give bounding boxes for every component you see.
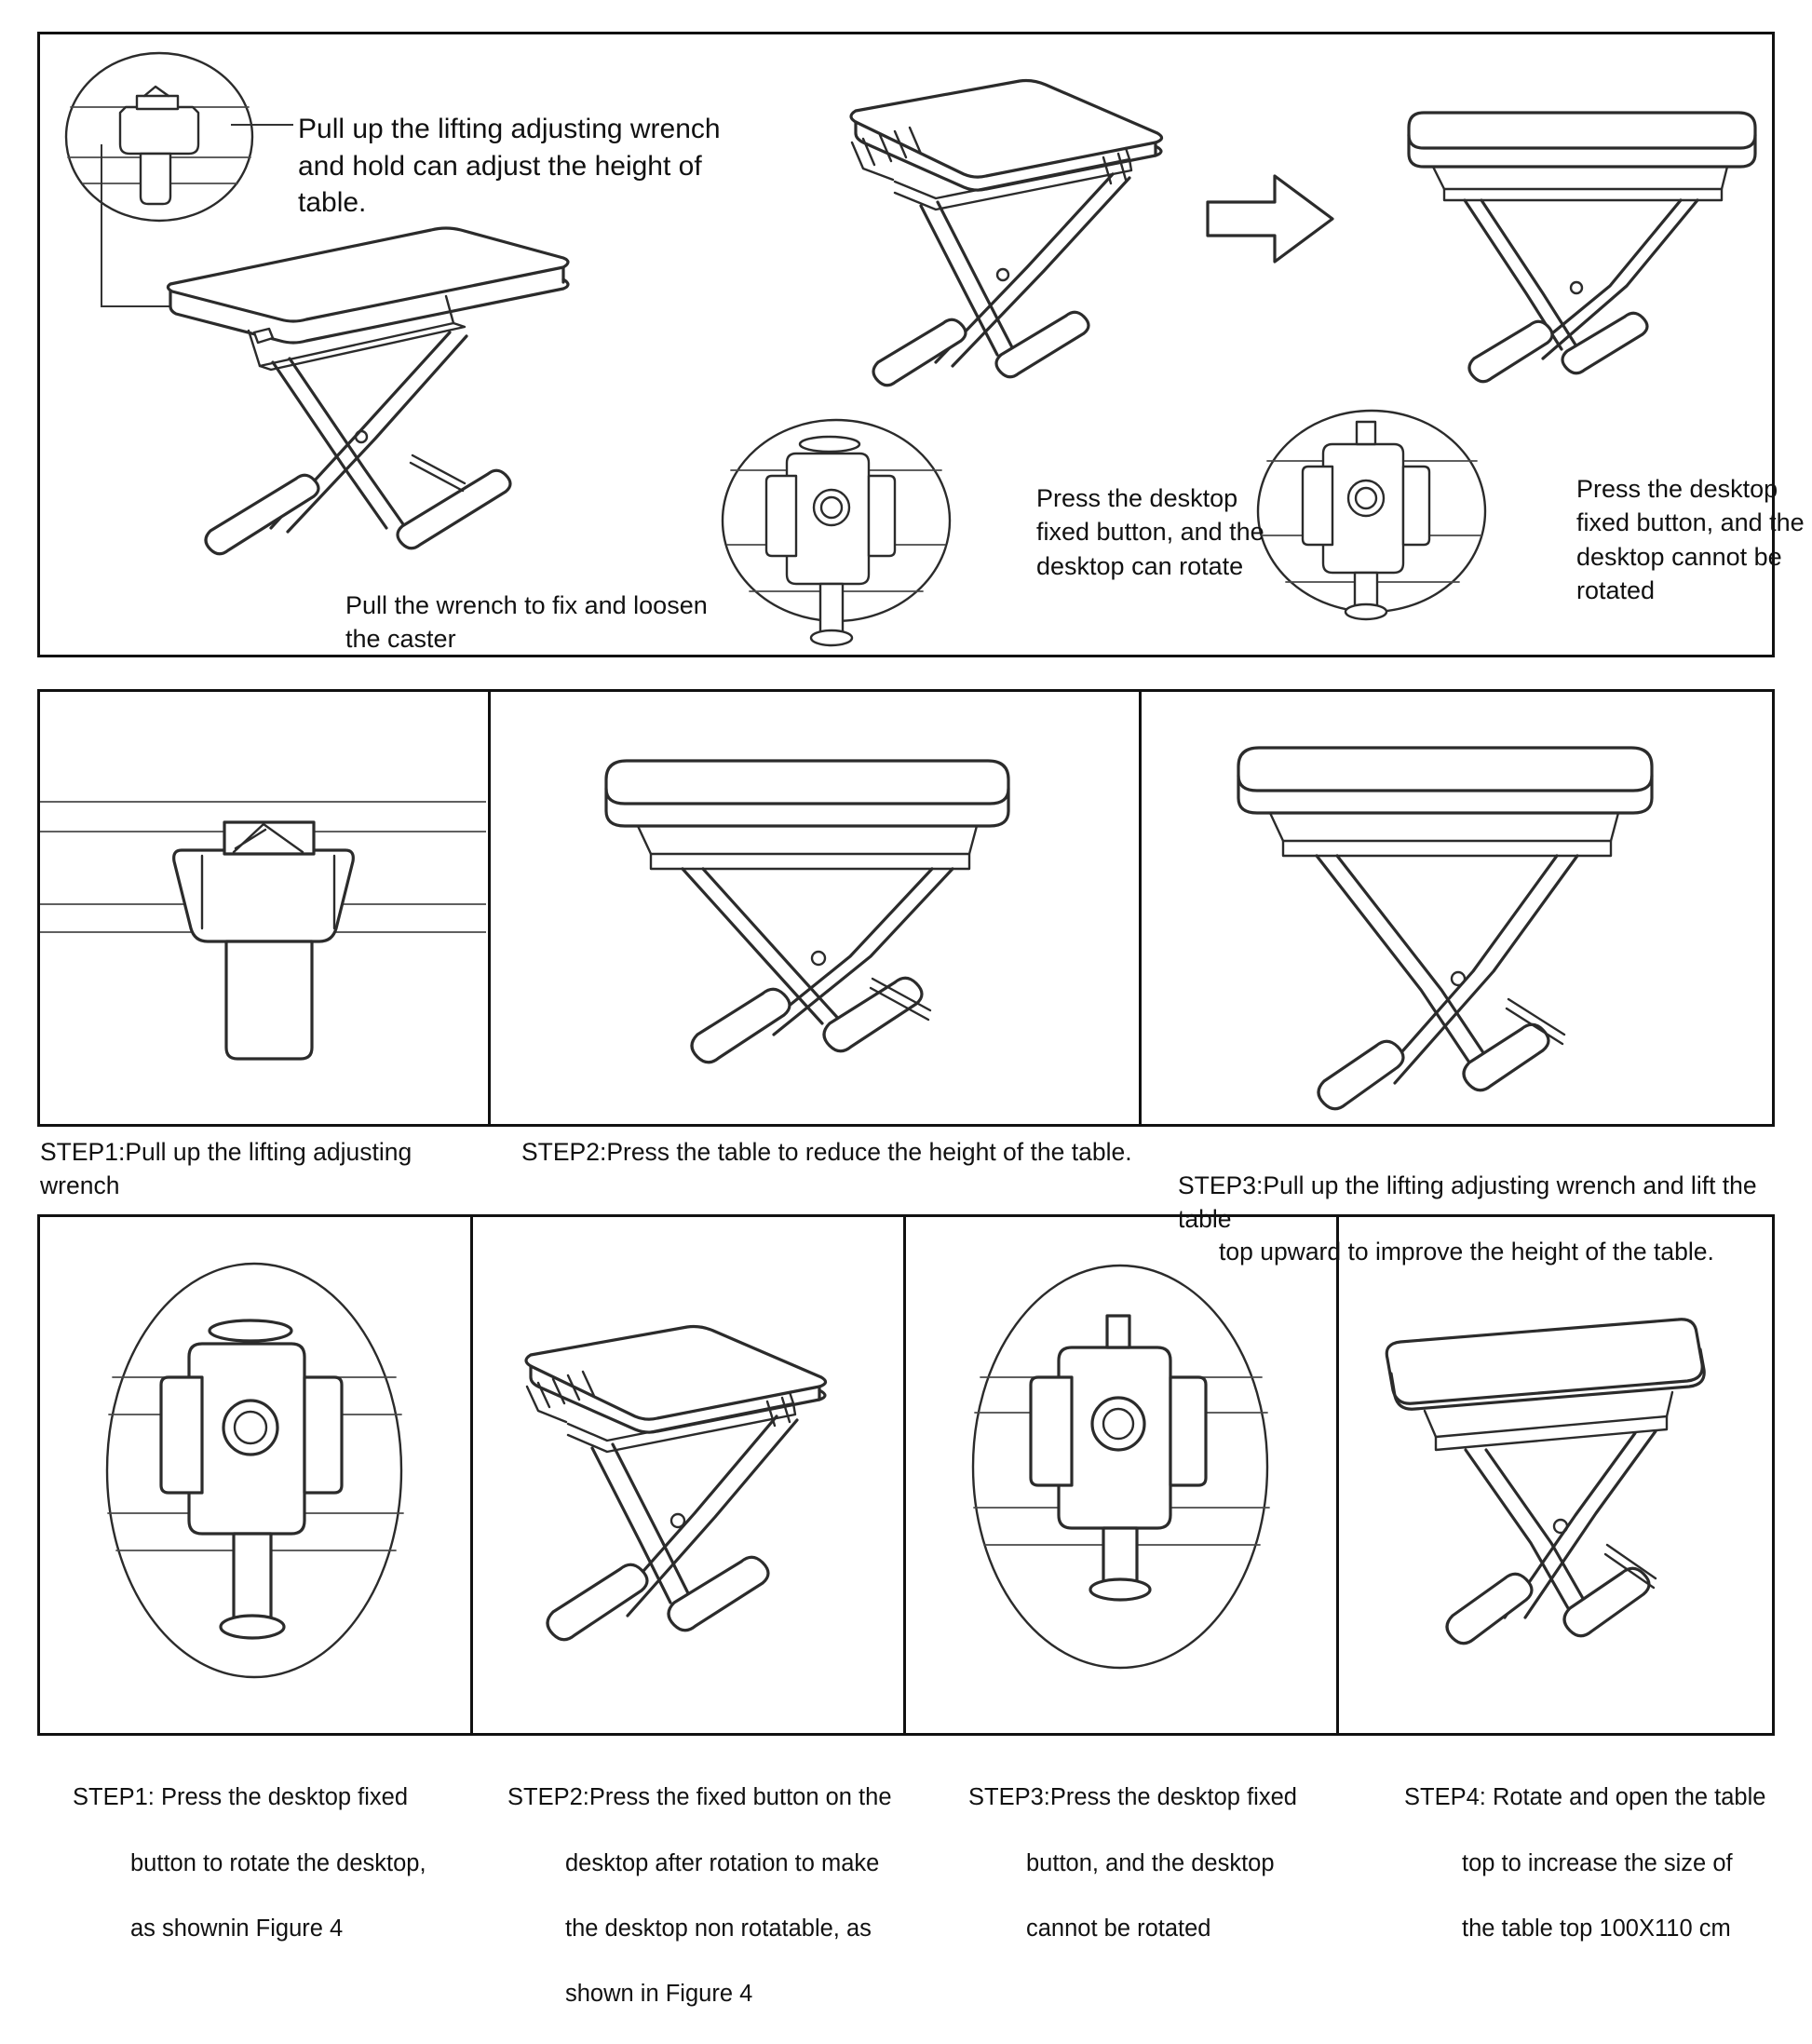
caption-height-step3-line1: STEP3:Pull up the lifting adjusting wrench and lift the table (1178, 1171, 1757, 1233)
caption-rotate-step1-line2: button to rotate the desktop, (130, 1849, 426, 1876)
caption-rotate-step3-line3: cannot be rotated (1026, 1915, 1211, 1942)
table-with-tilted-top (851, 81, 1162, 386)
desktop-fixed-button-closeup-down (1258, 411, 1485, 619)
caption-rotate-step1-line3: as shownin Figure 4 (130, 1915, 344, 1942)
caption-rotate-step2-line2: desktop after rotation to make (565, 1849, 880, 1876)
note-adjust-height: Pull up the lifting adjusting wrench and hold can adjust the height of table. (298, 114, 721, 219)
caption-rotate-step4 (1404, 1749, 1777, 1978)
caption-rotate-step2 (507, 1749, 908, 2044)
wrench-closeup-circle (66, 53, 252, 221)
height-steps-captions (37, 1127, 1775, 1266)
table-lowered (606, 761, 1008, 1063)
caption-height-step2: STEP2:Press the table to reduce the height of the table. (521, 1138, 1132, 1166)
wrench-closeup-under-tabletop (174, 822, 354, 1059)
caption-rotate-step4-line1: STEP4: Rotate and open the table (1404, 1784, 1766, 1811)
height-adjust-panel (37, 689, 1775, 1127)
caption-rotate-step3 (968, 1749, 1341, 1978)
desktop-fixed-button-closeup-up (723, 420, 950, 645)
caption-rotate-step3-line1: STEP3:Press the desktop fixed (968, 1784, 1297, 1811)
desktop-fixed-button-closeup-pressed (107, 1264, 403, 1677)
caption-rotate-step3-line2: button, and the desktop (1026, 1849, 1275, 1876)
table-top-opened-square (1386, 1320, 1704, 1644)
table-with-rotating-top (526, 1327, 826, 1640)
table-flat-top (1409, 113, 1755, 382)
caption-rotate-step4-line3: the table top 100X110 cm (1462, 1915, 1731, 1942)
note-caster: Pull the wrench to fix and loosen the caster (345, 591, 708, 653)
table-raised (1238, 748, 1652, 1109)
height-step2-figure (491, 692, 1142, 1124)
caption-rotate-step4-line2: top to increase the size of (1462, 1849, 1733, 1876)
right-arrow (1208, 176, 1332, 262)
rotate-panel (37, 1214, 1775, 1736)
note-button-can-rotate: Press the desktop fixed button, and the desktop can rotate (1036, 484, 1264, 580)
caption-rotate-step2-line4: shown in Figure 4 (565, 1981, 753, 2008)
rotate-step2-figure (473, 1217, 906, 1733)
table-low-angled-view (168, 228, 568, 554)
rotate-steps-captions (37, 1736, 1775, 2008)
rotate-step1-figure (40, 1217, 473, 1733)
caption-rotate-step2-line3: the desktop non rotatable, as (565, 1915, 872, 1942)
rotate-step4-figure (1339, 1217, 1772, 1733)
caption-rotate-step1 (73, 1749, 445, 1978)
caption-rotate-step2-line1: STEP2:Press the fixed button on the (507, 1784, 892, 1811)
lift-wrench-handle (254, 329, 273, 343)
rotate-step3-figure (906, 1217, 1339, 1733)
top-panel (37, 32, 1805, 657)
height-step1-figure (40, 692, 491, 1124)
caption-rotate-step1-line1: STEP1: Press the desktop fixed (73, 1784, 409, 1811)
caption-height-step3-line2: top upward to improve the height of the table. (1219, 1238, 1714, 1266)
note-button-cannot-rotate: Press the desktop fixed button, and the desktop cannot be rotated (1576, 475, 1805, 605)
desktop-fixed-button-closeup-locked (973, 1266, 1269, 1668)
caption-height-step1: STEP1:Pull up the lifting adjusting wrench (40, 1138, 412, 1199)
height-step3-figure (1142, 692, 1772, 1124)
